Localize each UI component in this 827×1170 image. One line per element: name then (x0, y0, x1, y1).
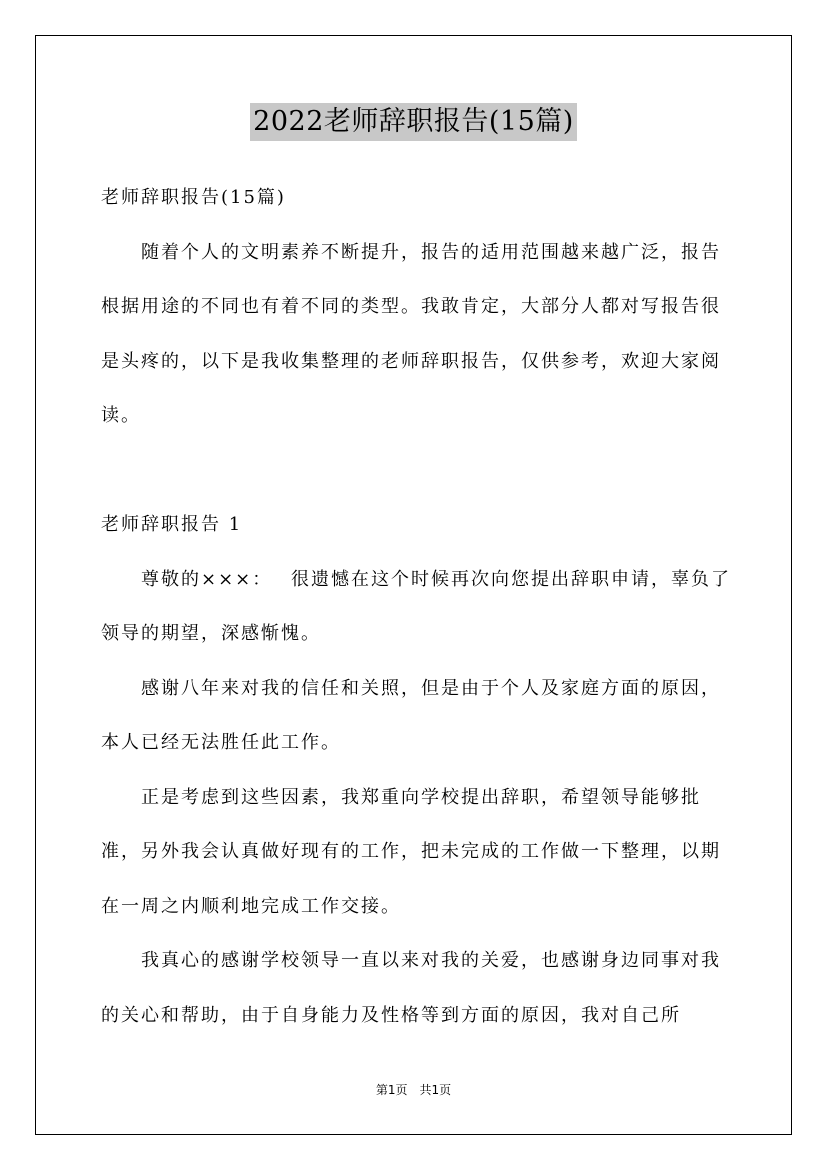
body-paragraph: 感谢八年来对我的信任和关照，但是由于个人及家庭方面的原因，本人已经无法胜任此工作。 (101, 677, 721, 753)
body-paragraph: 尊敬的×××： 很遗憾在这个时候再次向您提出辞职申请，辜负了领导的期望，深感惭愧。 (101, 568, 731, 644)
body-paragraph: 正是考虑到这些因素，我郑重向学校提出辞职，希望领导能够批准，另外我会认真做好现有的工作，把未完成的工作做一下整理，以期在一周之内顺利地完成工作交接。 (101, 786, 721, 917)
section-heading: 老师辞职报告 1 (101, 514, 243, 535)
blank-line (101, 444, 731, 499)
document-body (101, 171, 731, 1043)
intro-paragraph: 随着个人的文明素养不断提升，报告的适用范围越来越广泛，报告根据用途的不同也有着不同的类型。我敢肯定，大部分人都对写报告很是头疼的，以下是我收集整理的老师辞职报告，仅供参考，欢迎大家阅读。 (101, 241, 721, 426)
page-footer: 第1页 共1页 (375, 1083, 452, 1097)
title-container (0, 103, 827, 141)
document-title: 2022老师辞职报告(15篇) (250, 103, 577, 141)
body-paragraph: 我真心的感谢学校领导一直以来对我的关爱，也感谢身边同事对我的关心和帮助，由于自身能力及性格等到方面的原因，我对自己所 (101, 950, 721, 1026)
document-subtitle: 老师辞职报告(15篇) (101, 187, 286, 208)
